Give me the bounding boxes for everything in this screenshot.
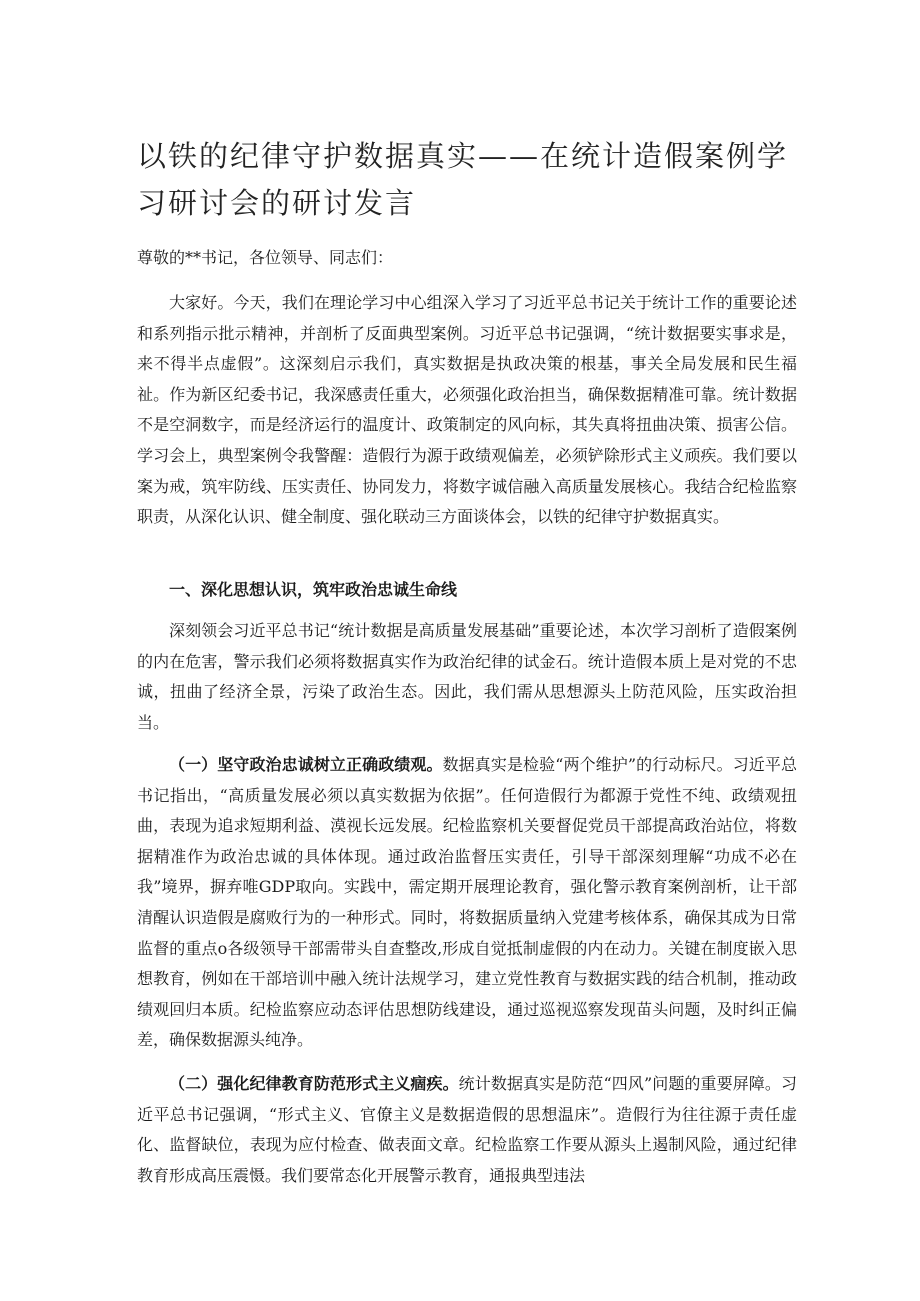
salutation: 尊敬的**书记，各位领导、同志们：: [137, 248, 394, 267]
subsection-2-body: 统计数据真实是防范“四风”问题的重要屏障。习近平总书记强调，“形式主义、官僚主义是数据造假的思想温床”。造假行为往往源于责任虚化、监督缺位，表现为应付检查、做表面文章。纪检监察工作要从源头上遏制风险，通过纪律教育形成高压震慑。我们要常态化开展警示教育，通报典型违法: [137, 1074, 797, 1185]
intro-paragraph: 大家好。今天，我们在理论学习中心组深入学习了习近平总书记关于统计工作的重要论述和系列指示批示精神，并剖析了反面典型案例。习近平总书记强调，“统计数据要实事求是，来不得半点虚假”。这深刻启示我们，真实数据是执政决策的根基，事关全局发展和民生福祉。作为新区纪委书记，我深感责任重大，必须强化政治担当，确保数据精准可靠。统计数据不是空洞数字，而是经济运行的温度计、政策制定的风向标，其失真将扭曲决策、损害公信。学习会上，典型案例令我警醒：造假行为源于政绩观偏差，必须铲除形式主义顽疾。我们要以案为戒，筑牢防线、压实责任、协同发力，将数字诚信融入高质量发展核心。我结合纪检监察职责，从深化认识、健全制度、强化联动三方面谈体会，以铁的纪律守护数据真实。: [137, 293, 797, 527]
subsection-2-heading: （二）强化纪律教育防范形式主义痼疾。: [169, 1074, 459, 1093]
document-title: 以铁的纪律守护数据真实——在统计造假案例学习研讨会的研讨发言: [137, 139, 789, 220]
section-1-heading: 一、深化思想认识，筑牢政治忠诚生命线: [169, 580, 458, 599]
subsection-1-body: 数据真实是检验“两个维护”的行动标尺。习近平总书记指出，“高质量发展必须以真实数据为依据”。任何造假行为都源于党性不纯、政绩观扭曲，表现为追求短期利益、漠视长远发展。纪检监察机关要督促党员干部提高政治站位，将数据精准作为政治忠诚的具体体现。通过政治监督压实责任，引导干部深刻理解“功成不必在我”境界，摒弃唯GDP取向。实践中，需定期开展理论教育，强化警示教育案例剖析，让干部清醒认识造假是腐败行为的一种形式。同时，将数据质量纳入党建考核体系，确保其成为日常监督的重点o各级领导干部需带头自查整改,形成自觉抵制虚假的内在动力。关键在制度嵌入思想教育，例如在干部培训中融入统计法规学习，建立党性教育与数据实践的结合机制，推动政绩观回归本质。纪检监察应动态评估思想防线建设，通过巡视巡察发现苗头问题，及时纠正偏差，确保数据源头纯净。: [137, 755, 797, 1050]
subsection-1-heading: （一）坚守政治忠诚树立正确政绩观。: [169, 755, 443, 774]
section-1-paragraph: 深刻领会习近平总书记“统计数据是高质量发展基础”重要论述，本次学习剖析了造假案例的内在危害，警示我们必须将数据真实作为政治纪律的试金石。统计造假本质上是对党的不忠诚，扭曲了经济全景，污染了政治生态。因此，我们需从思想源头上防范风险，压实政治担当。: [137, 621, 797, 732]
subsection-1-paragraph: [137, 750, 797, 1056]
subsection-2-paragraph: [137, 1069, 797, 1191]
